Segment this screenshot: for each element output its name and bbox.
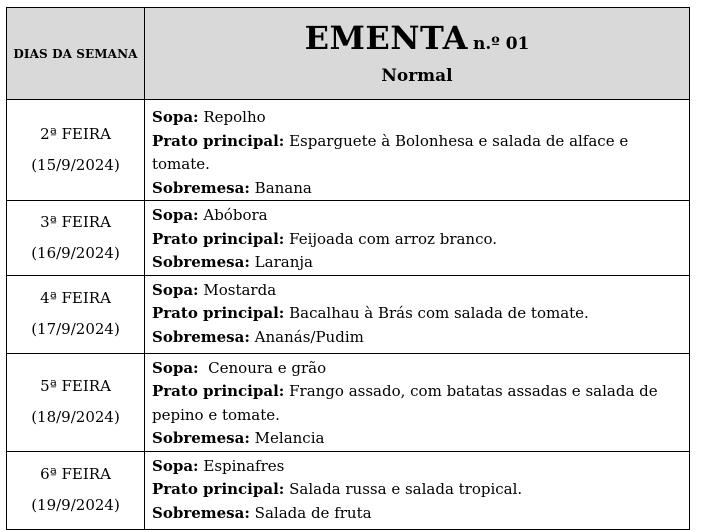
dessert-value: Laranja <box>254 253 313 271</box>
table-row <box>7 275 690 353</box>
meal-cell <box>145 275 690 353</box>
dessert-label: Sobremesa: <box>152 327 250 346</box>
menu-table <box>6 7 690 530</box>
day-date: (18/9/2024) <box>31 408 120 426</box>
table-row <box>7 100 690 201</box>
dessert-label: Sobremesa: <box>152 253 250 271</box>
dessert-label: Sobremesa: <box>152 178 250 197</box>
day-date: (15/9/2024) <box>31 156 120 174</box>
soup-label: Sopa: <box>152 456 199 475</box>
table-row <box>7 201 690 276</box>
day-cell <box>7 353 145 451</box>
menu-number: n.º 01 <box>473 34 530 54</box>
main-label: Prato principal: <box>152 229 285 248</box>
soup-value: Cenoura e grão <box>203 358 327 377</box>
meal-cell <box>145 100 690 201</box>
soup-label: Sopa: <box>152 108 199 126</box>
main-label: Prato principal: <box>152 131 285 150</box>
dessert-value: Salada de fruta <box>254 503 372 522</box>
soup-label: Sopa: <box>152 280 199 299</box>
day-cell <box>7 275 145 353</box>
meal-cell <box>145 201 690 276</box>
day-date: (19/9/2024) <box>31 496 120 514</box>
day-date: (17/9/2024) <box>31 320 120 338</box>
day-name: 4ª FEIRA <box>40 289 111 307</box>
main-label: Prato principal: <box>152 382 285 400</box>
soup-value: Mostarda <box>203 280 277 299</box>
main-label: Prato principal: <box>152 304 285 322</box>
dessert-label: Sobremesa: <box>152 503 250 522</box>
table-row <box>7 451 690 529</box>
main-value: Frango assado, com batatas assadas e salada de pepino e tomate. <box>152 382 658 424</box>
soup-value: Repolho <box>203 108 266 126</box>
dessert-label: Sobremesa: <box>152 429 250 447</box>
dessert-value: Ananás/Pudim <box>254 327 364 346</box>
soup-value: Abóbora <box>203 206 268 224</box>
day-cell <box>7 201 145 276</box>
days-header: DIAS DA SEMANA <box>7 8 145 100</box>
main-value: Esparguete à Bolonhesa e salada de alface e tomate. <box>152 131 629 173</box>
meal-cell <box>145 451 690 529</box>
day-name: 6ª FEIRA <box>40 465 111 483</box>
day-cell <box>7 100 145 201</box>
day-date: (16/9/2024) <box>31 243 120 262</box>
meal-cell <box>145 353 690 451</box>
day-name: 2ª FEIRA <box>40 125 111 143</box>
main-value: Bacalhau à Brás com salada de tomate. <box>289 304 589 322</box>
header-row <box>7 8 690 100</box>
table-row <box>7 353 690 451</box>
soup-label: Sopa: <box>152 206 199 224</box>
dessert-value: Banana <box>254 178 312 197</box>
dessert-value: Melancia <box>254 429 325 447</box>
day-cell <box>7 451 145 529</box>
main-label: Prato principal: <box>152 480 285 498</box>
soup-value: Espinafres <box>203 456 285 475</box>
day-name: 5ª FEIRA <box>40 377 111 395</box>
main-value: Salada russa e salada tropical. <box>289 480 523 498</box>
page-title: EMENTA <box>304 19 468 57</box>
main-value: Feijoada com arroz branco. <box>289 229 498 248</box>
day-name: 3ª FEIRA <box>40 212 111 231</box>
soup-label: Sopa: <box>152 358 199 377</box>
title-cell <box>145 8 690 100</box>
menu-subtitle: Normal <box>381 66 453 86</box>
